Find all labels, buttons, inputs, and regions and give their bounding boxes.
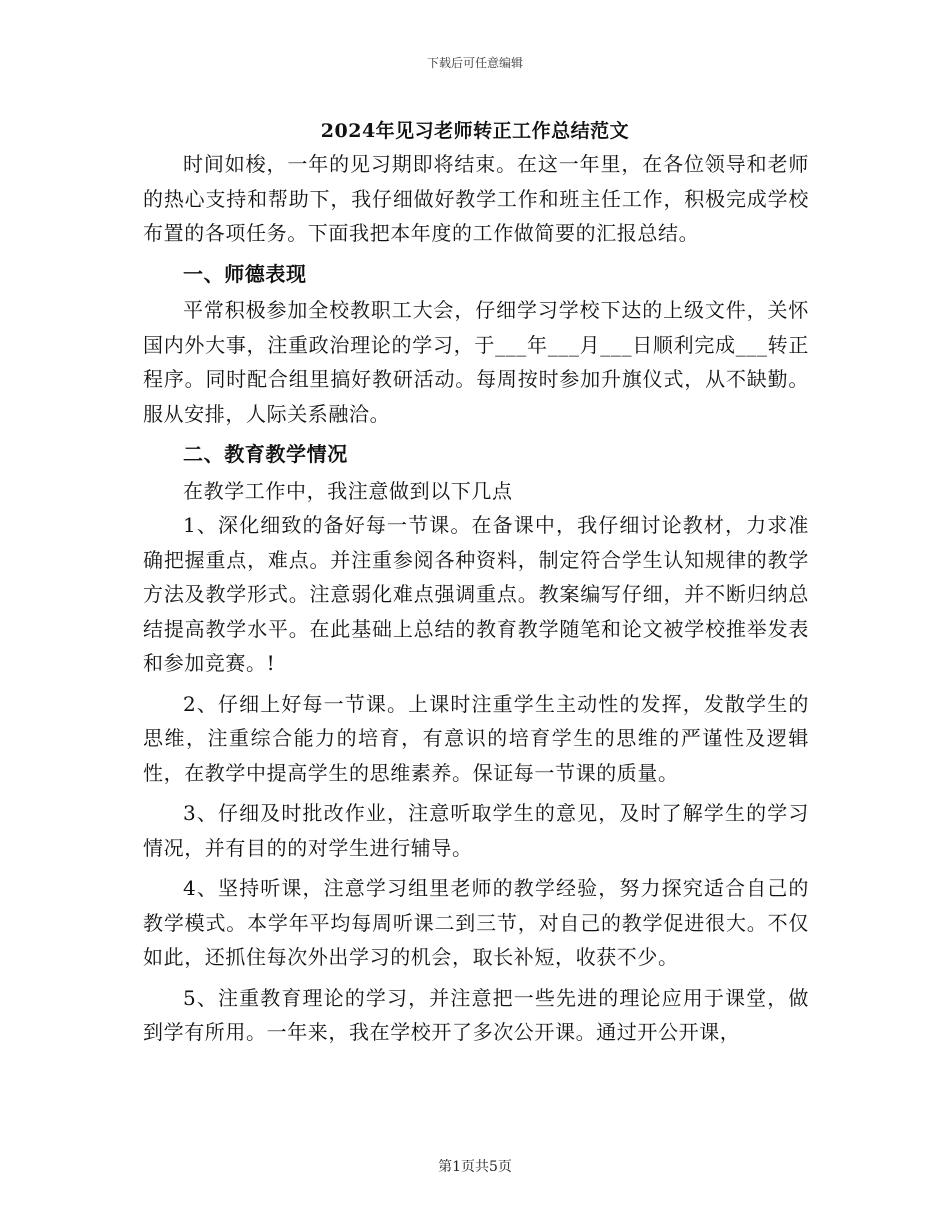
section-heading-ethics: 一、师德表现: [183, 261, 307, 286]
document-body: [143, 147, 809, 1050]
header-note: 下载后可任意编辑: [426, 56, 523, 70]
intro-paragraph: 时间如梭，一年的见习期即将结束。在这一年里，在各位领导和老师的热心支持和帮助下，我仔细做好教学工作和班主任工作，积极完成学校布置的各项任务。下面我把本年度的工作做简要的汇报总结。: [143, 152, 809, 245]
teaching-item-2: 2、仔细上好每一节课。上课时注重学生主动性的发挥，发散学生的思维，注重综合能力的培育，有意识的培育学生的思维的严谨性及逻辑性，在教学中提高学生的思维素养。保证每一节课的质量。: [143, 691, 809, 785]
teaching-item-1: 1、深化细致的备好每一节课。在备课中，我仔细讨论教材，力求准确把握重点，难点。并注重参阅各种资料，制定符合学生认知规律的教学方法及教学形式。注意弱化难点强调重点。教案编写仔细，并不断归纳总结提高教学水平。在此基础上总结的教育教学随笔和论文被学校推举发表和参加竞赛。!: [143, 513, 809, 675]
section-heading-teaching: 二、教育教学情况: [183, 442, 348, 466]
document-title: 2024年见习老师转正工作总结范文: [320, 120, 630, 142]
teaching-item-5: 5、注重教育理论的学习，并注意把一些先进的理论应用于课堂，做到学有所用。一年来，我在学校开了多次公开课。通过开公开课，: [143, 985, 809, 1044]
teaching-item-3: 3、仔细及时批改作业，注意听取学生的意见，及时了解学生的学习情况，并有目的的对学生进行辅导。: [143, 801, 809, 860]
page-footer: 第1页共5页: [438, 1159, 512, 1175]
ethics-paragraph: 平常积极参加全校教职工大会，仔细学习学校下达的上级文件，关怀国内外大事，注重政治理论的学习，于___年___月___日顺利完成___转正程序。同时配合组里搞好教研活动。每周按时参加升旗仪式，从不缺勤。服从安排，人际关系融洽。: [143, 298, 809, 426]
teaching-intro-paragraph: 在教学工作中，我注意做到以下几点: [183, 478, 513, 503]
teaching-item-4: 4、坚持听课，注意学习组里老师的教学经验，努力探究适合自己的教学模式。本学年平均每周听课二到三节，对自己的教学促进很大。不仅如此，还抓住每次外出学习的机会，取长补短，收获不少。: [143, 876, 809, 969]
